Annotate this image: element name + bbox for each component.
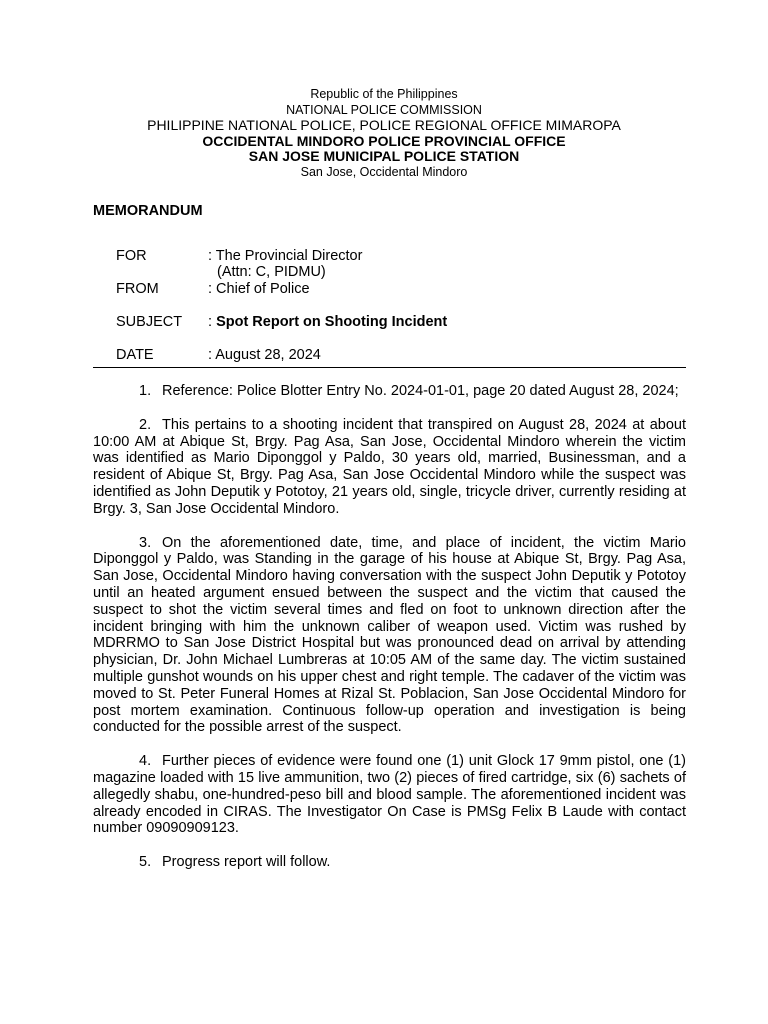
paragraph-number: 1.: [139, 383, 152, 399]
field-for-attn-value: (Attn: C, PIDMU): [217, 264, 326, 280]
letterhead-station: SAN JOSE MUNICIPAL POLICE STATION: [248, 148, 520, 164]
paragraph-text: This pertains to a shooting incident that transpired on August 28, 2024 at about 10:00 AM at Abique St, Brgy. Pag Asa, San Jose, Occidental Mindoro wherein the victim was identified as Mario Diponggol y Paldo, 30 years old, married, Businessman, and a resident of Abique St, Brgy. Pag Asa, San Jose Occidental Mindoro while the suspect was identified as John Deputik y Pototoy, 21 years old, single, tricycle driver, currently residing at Brgy. 3, San Jose Occidental Mindoro.: [93, 416, 686, 517]
paragraph-number: 2.: [139, 416, 152, 433]
paragraph-text: Reference: Police Blotter Entry No. 2024-01-01, page 20 dated August 28, 2024;: [162, 383, 679, 399]
paragraph-text: Further pieces of evidence were found one (1) unit Glock 17 9mm pistol, one (1) magazine loaded with 15 live ammunition, two (2) pieces of fired cartridge, six (6) sachets of allegedly shabu, one-hundred-peso bill and blood sample. The aforementioned incident was already encoded in CIRAS. The Investigator On Case is PMSg Felix B Laude with contact number 09090909123.: [93, 753, 686, 837]
letterhead-address: San Jose, Occidental Mindoro: [300, 164, 468, 179]
field-date-value: : August 28, 2024: [208, 347, 321, 363]
header-divider: [93, 367, 686, 368]
field-subject-value: Spot Report on Shooting Incident: [216, 314, 448, 330]
paragraph-text: Progress report will follow.: [162, 854, 331, 871]
field-date-label: DATE: [116, 347, 154, 363]
memo-body: [93, 383, 686, 888]
paragraph-number: 4.: [139, 753, 152, 770]
field-from-value: : Chief of Police: [208, 281, 310, 297]
paragraph-text: On the aforementioned date, time, and place of incident, the victim Mario Diponggol y Paldo, was Standing in the garage of his house at Abique St, Brgy. Pag Asa, San Jose, Occidental Mindoro having conversation with the suspect John Deputik y Pototoy until an heated argument ensued between the suspect and the victim that caused the suspect to shot the victim several times and fled on foot to unknown direction after the incident bringing with him the unknown caliber of weapon used. Victim was rushed by MDRRMO to San Jose District Hospital but was pronounced dead on arrival by attending physician, Dr. John Michael Lumbreras at 10:05 AM of the same day. The victim sustained multiple gunshot wounds on his upper chest and right temple. The cadaver of the victim was moved to St. Peter Funeral Homes at Rizal St. Poblacion, San Jose Occidental Mindoro for post mortem examination. Continuous follow-up operation and investigation is being conducted for the possible arrest of the suspect.: [93, 534, 686, 736]
paragraph-3: [93, 535, 686, 737]
field-subject-value-wrap: [208, 314, 447, 330]
field-subject-label: SUBJECT: [116, 314, 183, 330]
letterhead-republic: Republic of the Philippines: [310, 87, 458, 101]
paragraph-number: 3.: [139, 534, 152, 551]
letterhead-napolcom: NATIONAL POLICE COMMISSION: [286, 102, 482, 117]
paragraph-number: 5.: [139, 854, 152, 871]
paragraph-2: [93, 417, 686, 518]
field-from-label: FROM: [116, 281, 159, 297]
field-subject-colon: :: [208, 314, 217, 330]
paragraph-1: [93, 383, 686, 400]
field-for-value: : The Provincial Director: [208, 248, 363, 264]
letterhead-pnp-region: PHILIPPINE NATIONAL POLICE, POLICE REGIONAL OFFICE MIMAROPA: [147, 117, 621, 133]
paragraph-5: [93, 854, 686, 871]
letterhead-provincial-office: OCCIDENTAL MINDORO POLICE PROVINCIAL OFFICE: [202, 132, 566, 149]
paragraph-4: [93, 753, 686, 837]
field-for-label: FOR: [116, 248, 147, 264]
memo-title: MEMORANDUM: [93, 203, 203, 219]
letterhead: [0, 87, 768, 180]
